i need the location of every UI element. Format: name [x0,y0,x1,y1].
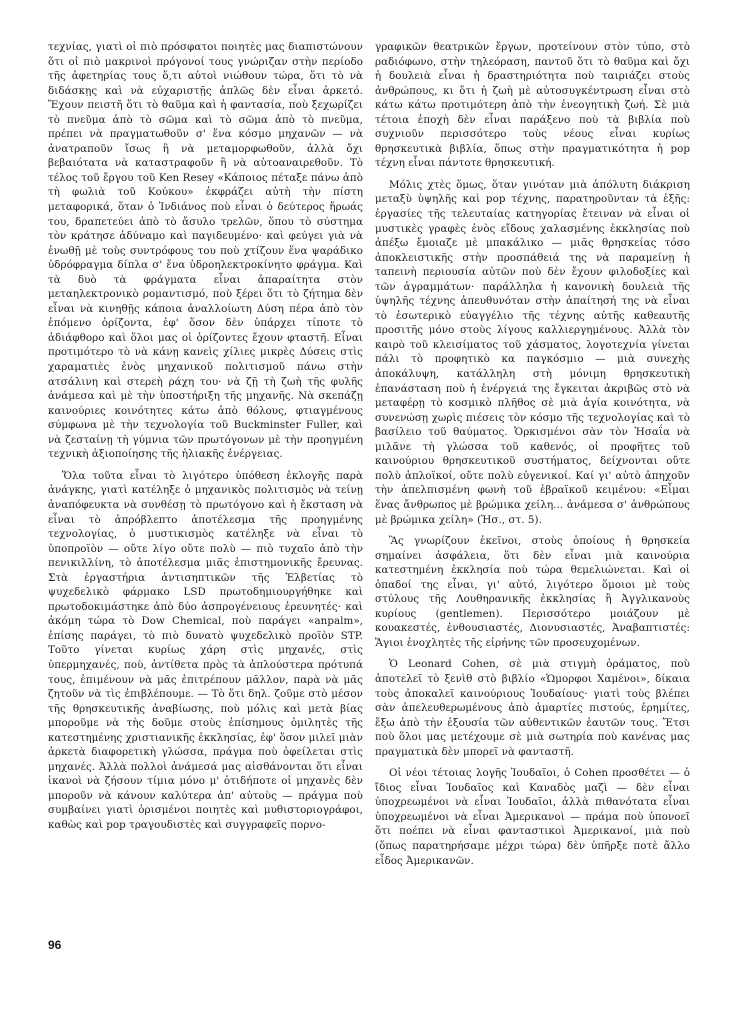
paragraph: Οἱ νέοι τέτοιας λογῆς Ἰουδαῖοι, ὁ Cohen προσθέτει — ὁ ἴδιος εἶναι Ἰουδαῖος καὶ Καναδὸς μαζὶ — δὲν εἶναι ὑποχρεωμένοι νὰ εἶναι Ἰουδαῖοι, ἀλλὰ πιθανότατα εἶναι ὑποχρεωμένοι νὰ εἶναι Ἀμερικανοὶ — πράμα ποὺ ὑπονοεῖ ὅτι ποέπει νὰ εἶναι φανταστικοὶ Ἀμερικανοί, μιὰ ποὺ (ὅπως παρατηρήσαμε μέχρι τώρα) δὲν ὑπῆρξε ποτὲ ἄλλο εἶδος Ἀμερικανῶν. [375,767,690,867]
paragraph: γραφικῶν θεατρικῶν ἔργων, προτείνουν στὸν τύπο, στὸ ραδιόφωνο, στὴν τηλεόραση, παντοῦ ὅτι τὸ θαῦμα καὶ ὄχι ἡ δουλειὰ εἶναι ἡ δραστηριότητα ποὺ ταιριάζει στοὺς ἀνθρώπους, κι ὅτι ἡ ζωὴ μὲ αὐτοσυγκέντρωση εἶναι στὸ κάτω κάτω προτιμότερη ἀπὸ τὴν ἐνεογητικὴ ζωή. Σὲ μιὰ τέτοια ἐποχὴ δὲν εἶναι παράξενο ποὺ τὰ βιβλία ποὺ συχνιοῦν περισσότερο τοὺς νέους εἶναι κυρίως θρησκευτικὰ βιβλία, ὅπως στὴν πραγματικότητα ἡ pop τέχνη εἶναι πάντοτε θρησκευτική. [375,41,690,170]
paragraph: Ὁ Leonard Cohen, σὲ μιὰ στιγμὴ ὁράματος, ποὺ ἀποτελεῖ τὸ ξενὶθ στὸ βιβλίο «Ὡμορφοι Χαμένοι», δίκαια τοὺς ἀποκαλεῖ καινούριους Ἰουδαίους· γιατὶ τοὺς βλέπει σὰν ἀπελευθερωμένους ἀπὸ ἁμαρτίες πιστούς, ἐρημίτες, ἔξω ἀπὸ τὴν ἐξουσία τῶν αὐθεντικῶν ἑαυτῶν τους. Ἔτσι ποὺ ὅλοι μας μετέχουμε σὲ μιὰ σωτηρία ποὺ κανένας μας πραγματικὰ δὲν μπορεῖ νὰ φανταστῆ. [375,658,690,758]
paragraph: τεχνίας, γιατὶ οἱ πιὸ πρόσφατοι ποιητὲς μας διαπιστώνουν ὅτι οἱ πιὸ μακρινοὶ πρόγονοί τους γνώριζαν στὴν περίοδο τῆς ἀφετηρίας τους ὅ,τι αὐτοὶ νιώθουν τώρα, ὅτι τὸ νὰ διδάσκῃς καὶ νὰ εὐχαριστῇς ἁπλῶς δὲν εἶναι ἀρκετό. Ἔχουν πειστῆ ὅτι τὸ θαῦμα καὶ ἡ φαντασία, ποὺ ξεχωρίζει τὸ πνεῦμα ἀπὸ τὸ σῶμα καὶ τὸ σῶμα ἀπὸ τὸ πνεῦμα, πρέπει νὰ πραγματωθοῦν σ' ἕνα κόσμο μηχανῶν — νὰ ἀνατραποῦν ἴσως ἢ νὰ μεταμορφωθοῦν, ἀλλὰ ὄχι βεβαιότατα νὰ καταστραφοῦν ἢ νὰ αὐτοαναιρεθοῦν. Τὸ τέλος τοῦ ἔργου τοῦ Ken Resey «Κάποιος πέταξε πάνω ἀπὸ τὴ φωλιὰ τοῦ Κούκου» ἐκφράζει αὐτὴ τὴν πίστη μεταφορικά, ὅταν ὁ Ἰνδιάνος ποὺ εἶναι ὁ δεύτερος ἥρωάς του, δραπετεύει ἀπὸ τὸ ἄσυλο τρελῶν, ὅπου τὸ σύστημα τὸν κράτησε ἀδύναμο καὶ παγιδευμένο· καὶ φεύγει γιὰ νὰ ἑνωθῇ μὲ τοὺς συντρόφους του ποὺ χτίζουν ἕνα ψαράδικο ὑδρόφραγμα δίπλα σ' ἕνα ὑδροηλεκτροκίνητο φράγμα. Καὶ τὰ δυὸ τὰ φράγματα εἶναι ἀπαραίτητα στὸν μεταηλεκτρονικὸ ρομαντισμό, ποὺ ξέρει ὅτι τὸ ζήτημα δὲν εἶναι νὰ κινηθῇς κάποια ἀναλλοίωτη Δύση πέρα ἀπὸ τὸν ἑπόμενο ὁρίζοντα, ἐφ' ὅσον δὲν ὑπάρχει τίποτε τὸ ἀδιάφθορο καὶ ὅλοι μας οἱ ὁρίζοντες ἔχουν φταστῆ. Εἶναι προτιμότερο τὸ νὰ κάνῃ κανεὶς χίλιες μικρὲς Δύσεις στὶς χαραματιὲς ἑνὸς μηχανικοῦ πολιτισμοῦ πάνω στὴν ατσάλινη καὶ στερεὴ ράχη του· νὰ ζῇ τὴ ζωὴ τῆς φυλῆς ἀνάμεσα καὶ μὲ τὴν ὑποστήριξη τῆς μηχανῆς. Νὰ σκεπάζῃ καινούριες κοινότητες κάτω ἀπὸ θόλους, φτιαγμένους σύμφωνα μὲ τὴν τεχνολογία τοῦ Buckminster Fuller, καὶ νὰ ζεσταίνῃ τὴ γύμνια τῶν πρωτόγονων μὲ τὴν προηγμένη τεχνικὴ ἀξιοποίησης τῆς ἡλιακῆς ἐνέργειας. [48,41,363,461]
page-number: 96 [48,938,62,952]
left-column [48,40,363,840]
paragraph: Ἂς γνωρίζουν ἐκεῖνοι, στοὺς ὁποίους ἡ θρησκεία σημαίνει ἀσφάλεια, ὅτι δὲν εἶναι μιὰ καινούρια κατεστημένη ἐκκλησία ποὺ τώρα θεμελιώνεται. Καὶ οἱ ὁπαδοί της εἶναι, γι' αὐτό, λιγότερο ὅμοιοι μὲ τοὺς στύλους τῆς Λουθηρανικῆς ἐκκλησίας ἢ Ἀγγλικανοὺς κυρίους (gentlemen). Περισσότερο μοιάζουν μὲ κουακεστές, ἐνθουσιαστές, Διονυσιαστές, Ἀναβαπτιστές: Ἅγιοι ἐνοχλητὲς τῆς εἰρήνης τῶν προσευχομένων. [375,535,690,649]
paragraph: Ὅλα τοῦτα εἶναι τὸ λιγότερο ὑπόθεση ἐκλογῆς παρὰ ἀνάγκης, γιατὶ κατέληξε ὁ μηχανικὸς πολιτισμὸς νὰ τείνῃ ἀναπόφευκτα νὰ συνθέσῃ τὸ πρωτόγονο καὶ ἡ ἔκσταση νὰ εἶναι τὸ ἀπρόβλεπτο ἀποτέλεσμα τῆς προηγμένης τεχνολογίας, ὁ μυστικισμὸς κατέληξε νὰ εἶναι τὸ ὑποπροϊὸν — οὔτε λίγο οὔτε πολὺ — πιὸ τυχαῖο ἀπὸ τὴν πενικιλλίνη, τὸ ἀποτέλεσμα μιᾶς ἐπιστημονικῆς ἔρευνας. Στὰ ἐργαστήρια ἀντισηπτικῶν τῆς Ἑλβετίας τὸ ψυχεδελικὸ φάρμακο LSD πρωτοδημιουργήθηκε καὶ πρωτοδοκιμάστηκε ἀπὸ δύο ἀσπρογένειους ἐρευνητές· καὶ ἀκόμη τώρα τὸ Dow Chemical, ποὺ παράγει «anpalm», ἐπίσης παράγει, τὸ πιὸ δυνατὸ ψυχεδελικὸ προϊὸν STP. Τοῦτο γίνεται κυρίως χάρη στὶς μηχανές, στὶς ὑπερμηχανές, ποὺ, ἀντίθετα πρὸς τὰ ἁπλούστερα πρότυπά τους, ἐπιμένουν νὰ μᾶς ἐπιτρέπουν μᾶλλον, παρὰ νὰ μᾶς ζητοῦν νὰ τὶς ἐπιβλέπουμε. — Τὸ ὅτι δηλ. ζοῦμε στὸ μέσον τῆς θρησκευτικῆς ἀναβίωσης, ποὺ μόλις καὶ μετὰ βίας μποροῦμε νὰ τὴς δοῦμε στοὺς ἐπίσημους ὁμιλητὲς τῆς κατεστημένης χριστιανικῆς ἐκκλησίας, ἐφ' ὅσον μιλεῖ μιὰν ἀρκετὰ διαφορετικὴ γλώσσα, πράγμα ποὺ ὀφείλεται στὶς μηχανές. Ἀλλὰ πολλοὶ ἀνάμεσά μας αἰσθάνονται ὅτι εἶναι ἱκανοὶ νὰ ζήσουν τίμια μόνο μ' ὁτιδήποτε οἱ μηχανὲς δὲν μποροῦν νὰ κάνουν καλύτερα ἀπ' αὐτοὺς — πράγμα ποὺ συμβαίνει γιατὶ ὁρισμένοι ποιητὲς καὶ μυθιστοριογράφοι, καθὼς καὶ pop τραγουδιστὲς καὶ συγγραφεῖς πορνο- [48,469,363,831]
paragraph: Μόλις χτὲς ὅμως, ὅταν γινόταν μιὰ ἀπόλυτη διάκριση μεταξὺ ὑψηλῆς καὶ pop τέχνης, παρατηροῦνταν τὰ ἑξῆς: ἐργασίες τῆς τελευταίας κατηγορίας ἔτειναν νὰ εἶναι οἱ μυστικὲς γραφὲς ἑνὸς εἴδους χαλασμένης ἐκκλησίας ποὺ ἀπέξω ἔμοιαζε μὲ μπακάλικο — μιᾶς θρησκείας τόσο ἀποκλειστικῆς στὴν προσπάθειά της νὰ παραμείνῃ ἡ ταπεινὴ περιουσία αὐτῶν ποὺ δὲν ἔχουν φιλοδοξίες καὶ τῶν ἀγραμμάτων· παράλληλα ἡ κανονικὴ δουλειὰ τῆς ὑψηλῆς τέχνης ἀπευθυνόταν στὴν ἀπαίτησή της νὰ εἶναι τὸ ἐσωτερικὸ εὐαγγέλιο τῆς τέχνης αὐτῆς καθεαυτῆς προσιτῆς μόνο στοὺς λίγους καλλιεργημένους. Ἀλλὰ τὸν καιρὸ τοῦ κλεισίματος τοῦ χάσματος, λογοτεχνία γίνεται πάλι τὸ προφητικὸ κα παγκόσμιο — μιὰ συνεχὴς ἀποκάλυψη, κατάλληλη στὴ μόνιμη θρησκευτικὴ ἐπανάσταση ποὺ ἡ ἐνέργειά της ἔγκειται ἀκριβῶς στὸ νὰ μεταφέρῃ τὸ κοσμικὸ πλῆθος σὲ μιὰ ἁγία κοινότητα, νὰ συνενώσῃ χωρὶς πιέσεις τὸν κόσμο τῆς τεχνολογίας καὶ τὸ βασίλειο τοῦ θαύματος. Ὁρκισμένοι σὰν τὸν Ἠσαΐα νὰ μιλᾶνε τὴ γλώσσα τοῦ καθενός, οἱ προφῆτες τοῦ καινούριου θρησκευτικοῦ συστήματος, δείχνονται οὔτε πολὺ ἁπλοϊκοί, οὔτε πολὺ εὐγενικοί. Καί γι' αὐτὸ ἀπηχοῦν τὴν ἀπελπισμένη φωνὴ τοῦ ἑβραϊκοῦ κειμένου: «Εἶμαι ἕνας ἄνθρωπος μὲ βρώμικα χείλη... ἀνάμεσα σ' ἀνθρώπους μὲ βρώμικα χείλη» (Ἡσ., στ. 5). [375,178,690,526]
right-column [375,40,690,875]
